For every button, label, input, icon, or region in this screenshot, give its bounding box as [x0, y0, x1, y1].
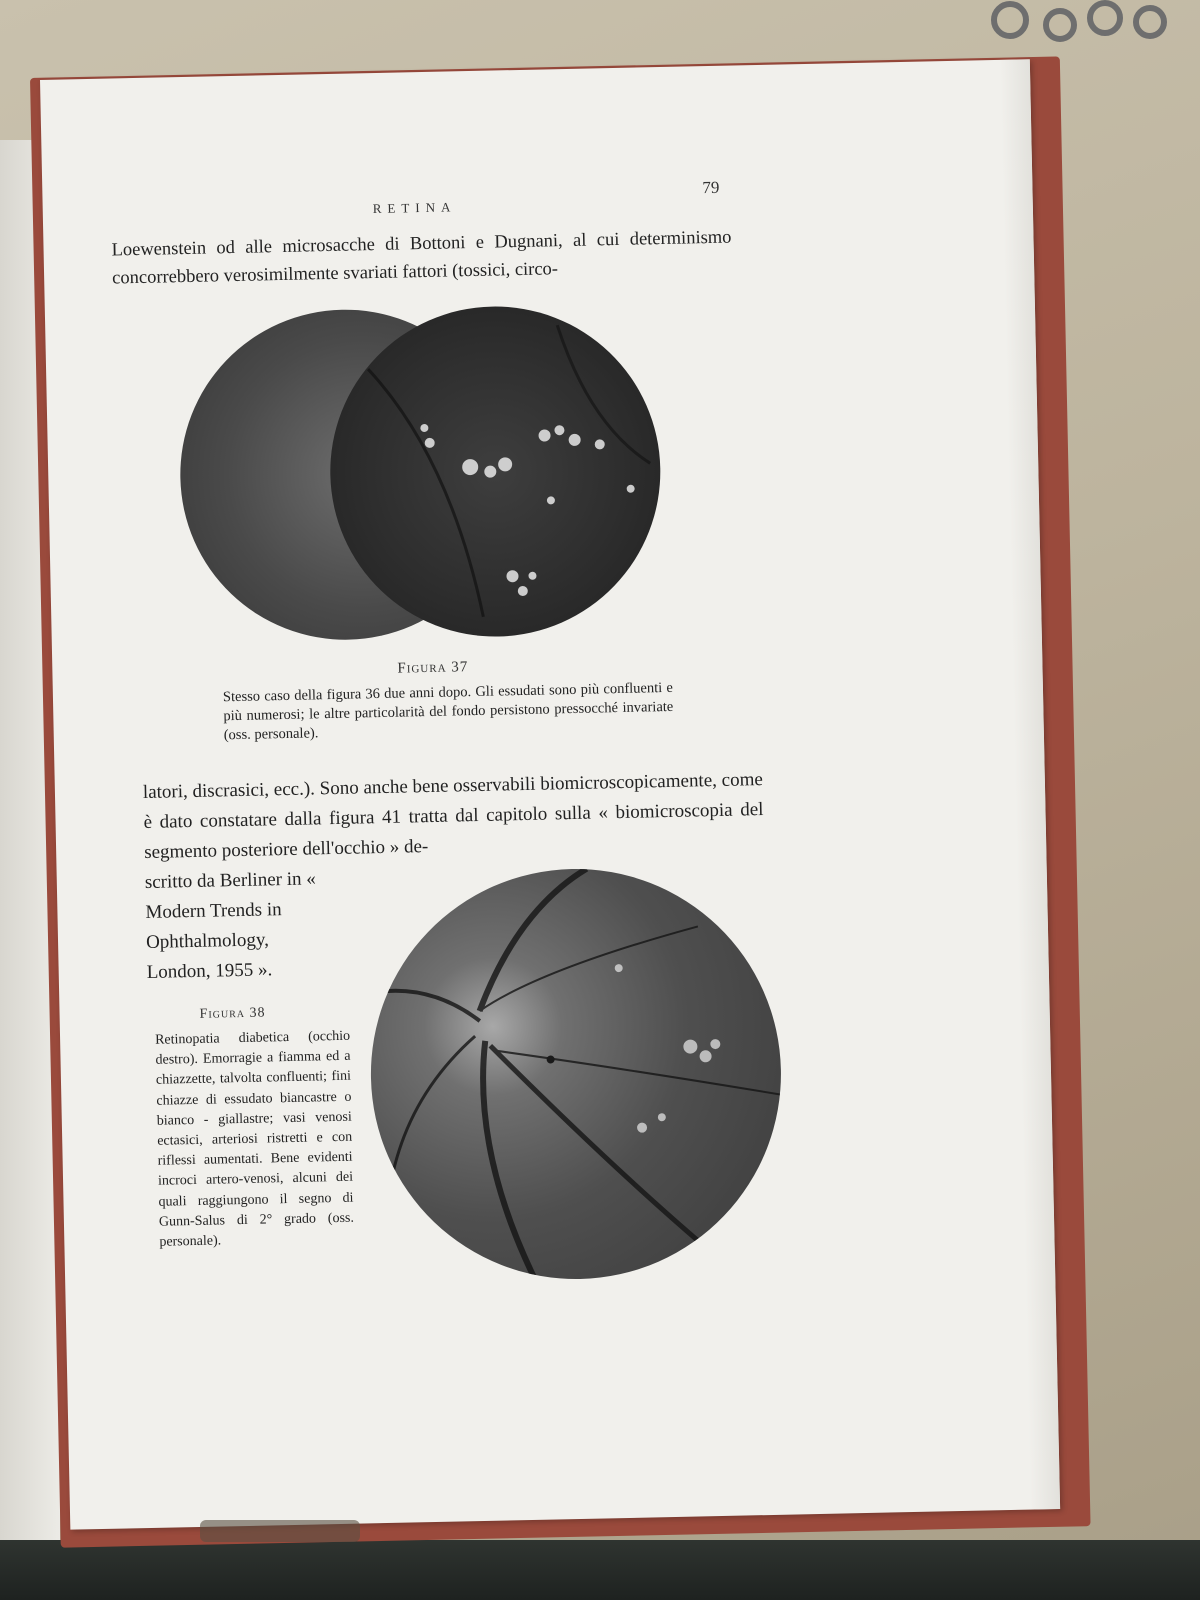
paragraph-2: latori, discrasici, ecc.). Sono anche bene osservabili biomicroscopicamente, come è dato constatare dalla figura 41 tratta dal capitolo sulla « biomicroscopia del segmento posteriore dell'occhio » de-: [142, 769, 764, 863]
desk-stain: [200, 1520, 360, 1542]
binder-clips-decoration: [900, 0, 1200, 60]
paragraph-1: Loewenstein od alle microsacche di Bottoni e Dugnani, al cui determinismo concorrebbero verosimilmente svariati fattori (tossici, circo-: [111, 227, 732, 289]
page-number: 79: [702, 177, 720, 198]
figure-37-image: [40, 59, 1030, 80]
figure-38-title: Figura 38: [199, 1005, 266, 1022]
figure-38-image: [367, 865, 785, 1283]
paragraph-2-tail: scritto da Berliner in « Modern Trends in Ophthalmology, London, 1955 ».: [144, 868, 316, 983]
running-head: RETINA: [372, 199, 457, 217]
figure-37-caption: Stesso caso della figura 36 due anni dopo. Gli essudati sono più confluenti e più numerosi; le altre particolarità del fondo persistono pressocché invariate (oss. personale).: [222, 679, 674, 744]
figure-37-title: Figura 37: [397, 659, 469, 677]
desk-surface: [0, 1540, 1200, 1600]
book-page: [40, 59, 1060, 1529]
retinal-vessels: [367, 865, 785, 1283]
figure-38-caption: Retinopatia diabetica (occhio destro). Emorragie a fiamma ed a chiazzette, talvolta confluenti; fini chiazze di essudato biancastre o bianco - giallastre; vasi venosi ectasici, arteriosi ristretti e con riflessi aumentati. Bene evidenti incroci artero-venosi, alcuni dei quali raggiungono il segno di Gunn-Salus di 2° grado (oss. personale).: [154, 1028, 355, 1250]
